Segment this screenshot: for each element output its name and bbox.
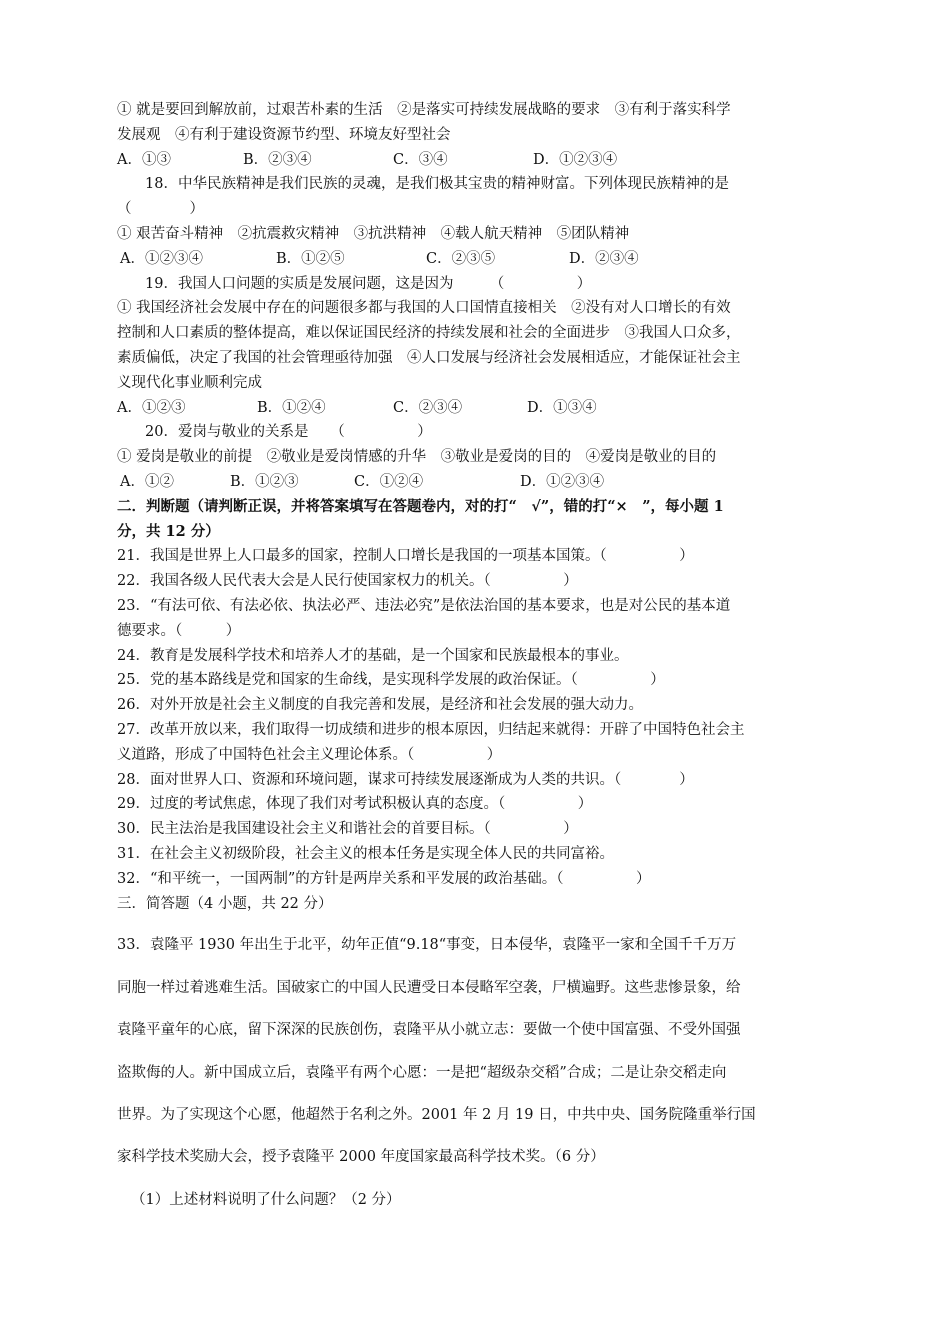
q20-option-c: C．①②④ bbox=[354, 473, 424, 490]
q19-line-1: ① 我国经济社会发展中存在的问题很多都与我国的人口国情直接相关 ②没有对人口增长的有效 bbox=[117, 300, 731, 317]
q19-option-a: A．①②③ bbox=[117, 399, 186, 416]
q19-line-3: 素质偏低，决定了我国的社会管理亟待加强 ④人口发展与经济社会发展相适应，才能保证社会主 bbox=[117, 349, 741, 366]
q18-option-a: A．①②③④ bbox=[120, 250, 203, 267]
judge-item: 31．在社会主义初级阶段，社会主义的根本任务是实现全体人民的共同富裕。 bbox=[117, 845, 614, 862]
judge-item: 28．面对世界人口、资源和环境问题，谋求可持续发展逐渐成为人类的共识。（ ） bbox=[117, 771, 694, 788]
q33-line: 33．袁隆平 1930 年出生于北平，幼年正值“9.18“事变，日本侵华，袁隆平一家和全国千千万万 bbox=[117, 937, 737, 954]
judge-item: 21．我国是世界上人口最多的国家，控制人口增长是我国的一项基本国策。（ ） bbox=[117, 548, 694, 565]
q20-items: ① 爱岗是敬业的前提 ②敬业是爱岗情感的升华 ③敬业是爱岗的目的 ④爱岗是敬业的目的 bbox=[117, 449, 717, 466]
q17-option-a: A．①③ bbox=[117, 151, 171, 168]
judge-item: 德要求。（ ） bbox=[117, 622, 241, 639]
q19-option-d: D．①③④ bbox=[527, 399, 597, 416]
q19-option-c: C．②③④ bbox=[393, 399, 463, 416]
judge-item: 32．“和平统一，一国两制”的方针是两岸关系和平发展的政治基础。（ ） bbox=[117, 870, 651, 887]
q20-stem: 20．爱岗与敬业的关系是 （ ） bbox=[145, 424, 432, 441]
q33-line: 家科学技术奖励大会，授予袁隆平 2000 年度国家最高科学技术奖。（6 分） bbox=[117, 1149, 605, 1166]
q33-sub-question-1: （1）上述材料说明了什么问题？（2 分） bbox=[131, 1191, 401, 1208]
judge-item: 24．教育是发展科学技术和培养人才的基础，是一个国家和民族最根本的事业。 bbox=[117, 647, 629, 664]
q20-option-b: B．①②③ bbox=[230, 473, 299, 490]
q20-option-d: D．①②③④ bbox=[520, 473, 605, 490]
q18-stem-line-2: （ ） bbox=[117, 201, 204, 218]
judge-item: 25．党的基本路线是党和国家的生命线，是实现科学发展的政治保证。（ ） bbox=[117, 672, 665, 689]
judge-item: 22．我国各级人民代表大会是人民行使国家权力的机关。（ ） bbox=[117, 573, 578, 590]
judge-item: 29．过度的考试焦虑，体现了我们对考试积极认真的态度。（ ） bbox=[117, 796, 593, 813]
q19-line-4: 义现代化事业顺利完成 bbox=[117, 374, 262, 391]
q17-option-c: C．③④ bbox=[393, 151, 448, 168]
q19-options bbox=[117, 396, 837, 421]
q18-option-c: C．②③⑤ bbox=[426, 250, 496, 267]
q20-options bbox=[117, 470, 837, 495]
q33-line: 袁隆平童年的心底，留下深深的民族创伤，袁隆平从小就立志：要做一个使中国富强、不受外国强 bbox=[117, 1022, 741, 1039]
q20-option-a: A．①② bbox=[120, 473, 174, 490]
q17-options bbox=[117, 148, 837, 173]
q17-line-2: 发展观 ④有利于建设资源节约型、环境友好型社会 bbox=[117, 126, 451, 143]
q33-line: 世界。为了实现这个心愿，他超然于名利之外。2001 年 2 月 19 日，中共中央、国务院隆重举行国 bbox=[117, 1106, 756, 1123]
judge-item: 30．民主法治是我国建设社会主义和谐社会的首要目标。（ ） bbox=[117, 821, 578, 838]
q19-option-b: B．①②④ bbox=[257, 399, 326, 416]
q18-items: ① 艰苦奋斗精神 ②抗震救灾精神 ③抗洪精神 ④载人航天精神 ⑤团队精神 bbox=[117, 225, 630, 242]
q33-line: 同胞一样过着逃难生活。国破家亡的中国人民遭受日本侵略军空袭，尸横遍野。这些悲惨景象，给 bbox=[117, 979, 741, 996]
q17-option-b: B．②③④ bbox=[243, 151, 312, 168]
q33-passage bbox=[117, 924, 837, 1221]
q33-line: 盗欺侮的人。新中国成立后，袁隆平有两个心愿：一是把“超级杂交稻”合成；二是让杂交稻走向 bbox=[117, 1064, 727, 1081]
judge-item: 义道路，形成了中国特色社会主义理论体系。（ ） bbox=[117, 746, 502, 763]
q17-option-d: D．①②③④ bbox=[533, 151, 618, 168]
judge-item: 26．对外开放是社会主义制度的自我完善和发展，是经济和社会发展的强大动力。 bbox=[117, 697, 643, 714]
q18-option-b: B．①②⑤ bbox=[276, 250, 345, 267]
q17-line-1: ① 就是要回到解放前，过艰苦朴素的生活 ②是落实可持续发展战略的要求 ③有利于落实科学 bbox=[117, 102, 731, 118]
section-3-heading: 三．简答题（4 小题，共 22 分） bbox=[117, 895, 333, 912]
exam-page bbox=[117, 98, 837, 1221]
q18-options bbox=[117, 247, 837, 272]
q18-stem-line-1: 18．中华民族精神是我们民族的灵魂，是我们极其宝贵的精神财富。下列体现民族精神的是 bbox=[145, 176, 729, 193]
q19-line-2: 控制和人口素质的整体提高，难以保证国民经济的持续发展和社会的全面进步 ③我国人口众多， bbox=[117, 325, 741, 342]
q18-option-d: D．②③④ bbox=[569, 250, 639, 267]
judge-item: 27．改革开放以来，我们取得一切成绩和进步的根本原因，归结起来就得：开辟了中国特色社会主 bbox=[117, 721, 745, 738]
section-2-heading-line-1: 二．判断题（请判断正误，并将答案填写在答题卷内，对的打“ √”，错的打“× ”，每小题 1 bbox=[117, 497, 724, 515]
q19-stem: 19．我国人口问题的实质是发展问题，这是因为 （ ） bbox=[145, 275, 592, 292]
judge-item: 23．“有法可依、有法必依、执法必严、违法必究”是依法治国的基本要求，也是对公民的基本道 bbox=[117, 597, 731, 614]
section-2-heading-line-2: 分，共 12 分） bbox=[117, 522, 220, 540]
